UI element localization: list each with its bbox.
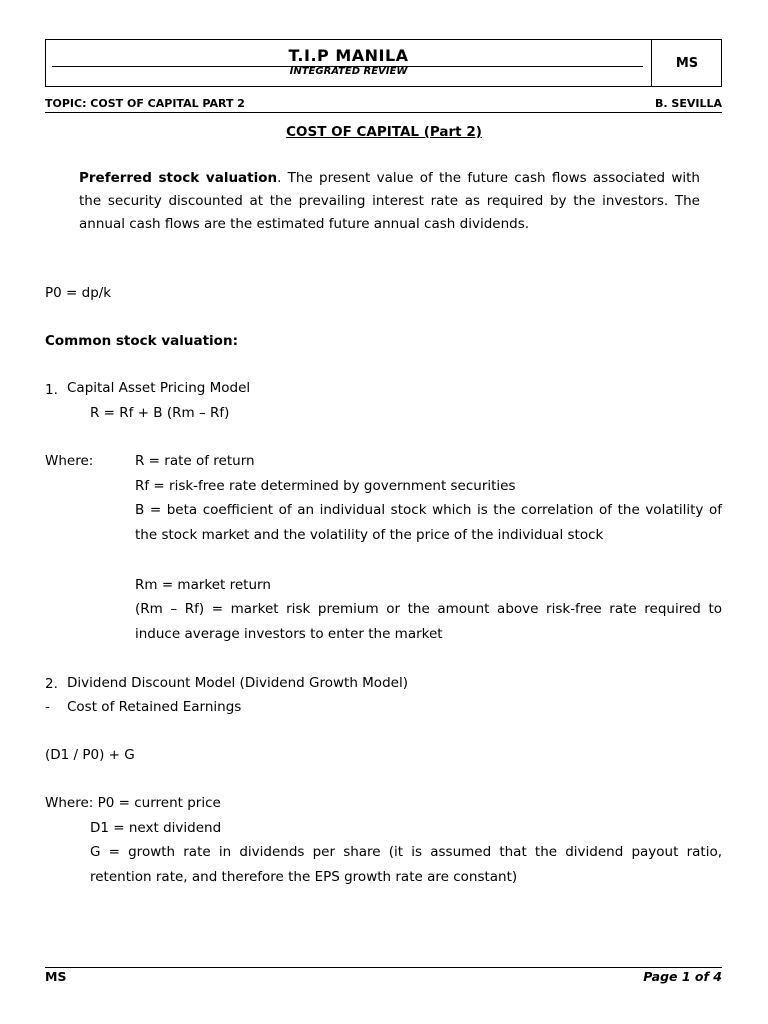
capm-def-r: R = rate of return bbox=[135, 453, 255, 469]
header-box bbox=[45, 39, 722, 87]
ddm-subtitle: Cost of Retained Earnings bbox=[67, 699, 242, 715]
capm-title: Capital Asset Pricing Model bbox=[67, 380, 251, 396]
capm-def-beta: B = beta coefficient of an individual stock which is the correlation of the volatility of the stock market and the volatility of the price of the individual stock bbox=[135, 502, 722, 543]
ddm-where-p0: Where: P0 = current price bbox=[45, 795, 221, 811]
preferred-stock-text: . The present value of the future cash flows associated with the security discounted at the prevailing interest rate as required by the investors. The annual cash flows are the estimated future annual cash dividends. bbox=[79, 170, 700, 232]
capm-def-rm: Rm = market return bbox=[135, 577, 271, 593]
footer-code: MS bbox=[45, 969, 67, 984]
ddm-title: Dividend Discount Model (Dividend Growth Model) bbox=[67, 675, 408, 691]
ddm-number: 2. bbox=[45, 676, 58, 692]
document-title: COST OF CAPITAL (Part 2) bbox=[286, 124, 482, 140]
capm-number: 1. bbox=[45, 382, 58, 398]
ddm-def-d1: D1 = next dividend bbox=[90, 820, 222, 836]
footer-rule bbox=[45, 967, 722, 968]
common-stock-heading: Common stock valuation: bbox=[45, 333, 238, 349]
capm-def-rf: Rf = risk-free rate determined by government securities bbox=[135, 478, 516, 494]
preferred-stock-paragraph bbox=[79, 167, 700, 236]
page-number: Page 1 of 4 bbox=[643, 969, 722, 984]
topic-label: TOPIC: COST OF CAPITAL PART 2 bbox=[45, 97, 245, 110]
capm-where-label: Where: bbox=[45, 453, 94, 469]
capm-def-premium: (Rm – Rf) = market risk premium or the amount above risk-free rate required to induce average investors to enter the market bbox=[135, 601, 722, 642]
capm-formula: R = Rf + B (Rm – Rf) bbox=[90, 405, 230, 421]
author-label: B. SEVILLA bbox=[655, 97, 722, 110]
ddm-formula: (D1 / P0) + G bbox=[45, 747, 135, 763]
ddm-def-g: G = growth rate in dividends per share (it is assumed that the dividend payout ratio, retention rate, and therefore the EPS growth rate are constant) bbox=[90, 844, 722, 885]
topic-rule bbox=[45, 112, 722, 113]
header-title: T.I.P MANILA bbox=[288, 46, 409, 65]
header-subtitle: INTEGRATED REVIEW bbox=[289, 66, 408, 77]
header-title-cell bbox=[46, 40, 651, 86]
preferred-stock-lead: Preferred stock valuation bbox=[79, 170, 278, 186]
ddm-dash: - bbox=[45, 699, 50, 715]
header-code: MS bbox=[651, 40, 722, 86]
formula-p0: P0 = dp/k bbox=[45, 285, 112, 301]
